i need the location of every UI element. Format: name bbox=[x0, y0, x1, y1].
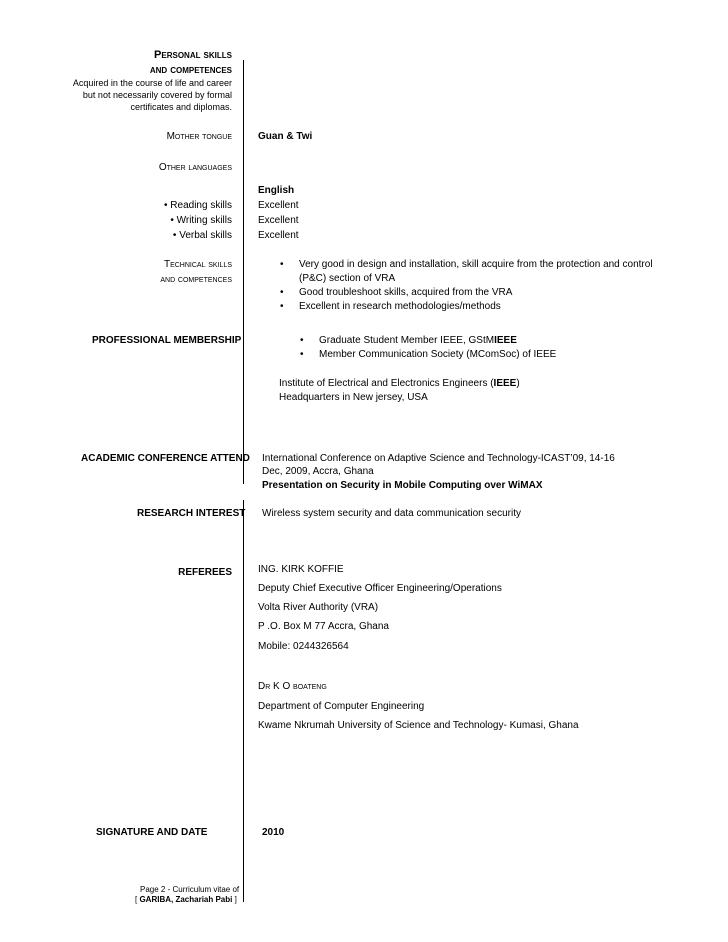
institute-line: Institute of Electrical and Electronics Engineers (IEEE) bbox=[279, 378, 520, 389]
section-subtitle-line3: certificates and diplomas. bbox=[130, 102, 232, 112]
technical-competences-label: and competences bbox=[160, 274, 232, 285]
bullet-icon: • bbox=[280, 301, 284, 312]
bullet-icon: • bbox=[300, 349, 304, 360]
section-title-competences: and competences bbox=[149, 64, 232, 76]
signature-date-label: SIGNATURE AND DATE bbox=[96, 827, 208, 838]
verbal-skills-value: Excellent bbox=[258, 230, 299, 241]
referee2-name: Dr K O boateng bbox=[258, 681, 327, 692]
bullet-icon: • bbox=[280, 287, 284, 298]
bullet-icon: • bbox=[300, 335, 304, 346]
section-subtitle-line1: Acquired in the course of life and career bbox=[72, 78, 232, 88]
referee1-address: P .O. Box M 77 Accra, Ghana bbox=[258, 621, 389, 632]
footer-name-line: [ GARIBA, Zachariah Pabi ] bbox=[135, 895, 237, 904]
membership-list bbox=[300, 334, 556, 362]
footer-page-line: Page 2 - Curriculum vitae of bbox=[140, 885, 240, 894]
professional-membership-label: PROFESSIONAL MEMBERSHIP bbox=[92, 335, 242, 346]
signature-date-value: 2010 bbox=[262, 827, 285, 838]
referee2-department: Department of Computer Engineering bbox=[258, 701, 425, 712]
technical-skills-list bbox=[280, 258, 653, 314]
section-subtitle-line2: but not necessarily covered by formal bbox=[82, 90, 232, 100]
list-item: • Very good in design and installation, skill acquire from the protection and control bbox=[280, 259, 653, 270]
academic-conference-label: ACADEMIC CONFERENCE ATTEND bbox=[81, 453, 250, 464]
referee1-organization: Volta River Authority (VRA) bbox=[258, 602, 379, 613]
referee2-university: Kwame Nkrumah University of Science and Technology- Kumasi, Ghana bbox=[258, 720, 579, 731]
list-item: • Graduate Student Member IEEE, GStMIEEE bbox=[300, 335, 517, 346]
column-divider-top bbox=[243, 60, 244, 484]
list-item: • Member Communication Society (MComSoc) of IEEE bbox=[300, 349, 557, 360]
section-title-personal-skills: Personal skills bbox=[154, 49, 232, 61]
referee1-name: ING. KIRK KOFFIE bbox=[258, 564, 344, 575]
referees-label: REFEREES bbox=[178, 567, 232, 578]
research-interest-value: Wireless system security and data communication security bbox=[262, 508, 521, 519]
reading-skills-value: Excellent bbox=[258, 200, 299, 211]
footer-name: GARIBA, Zachariah Pabi bbox=[139, 895, 233, 904]
institute-hq: Headquarters in New jersey, USA bbox=[279, 392, 428, 403]
verbal-skills-label: • Verbal skills bbox=[172, 230, 232, 241]
list-item-continuation: (P&C) section of VRA bbox=[299, 273, 396, 284]
mother-tongue-value: Guan & Twi bbox=[258, 131, 313, 142]
reading-skills-label: • Reading skills bbox=[164, 200, 232, 211]
other-languages-label: Other languages bbox=[158, 162, 232, 173]
technical-skills-label: Technical skills bbox=[163, 259, 232, 270]
referee1-mobile: Mobile: 0244326564 bbox=[258, 641, 349, 652]
conference-line1: International Conference on Adaptive Science and Technology-ICAST’09, 14-16 bbox=[262, 453, 615, 464]
column-divider-bottom bbox=[243, 500, 244, 902]
research-interest-label: RESEARCH INTEREST bbox=[137, 508, 246, 519]
mother-tongue-label: Mother tongue bbox=[166, 131, 232, 142]
referee1-title: Deputy Chief Executive Officer Engineering/Operations bbox=[258, 583, 502, 594]
bullet-icon: • bbox=[280, 259, 284, 270]
list-item: • Excellent in research methodologies/methods bbox=[280, 301, 501, 312]
list-item: • Good troubleshoot skills, acquired from the VRA bbox=[280, 287, 513, 298]
language-name: English bbox=[258, 185, 295, 196]
writing-skills-value: Excellent bbox=[258, 215, 299, 226]
conference-line2: Dec, 2009, Accra, Ghana bbox=[262, 466, 374, 477]
conference-presentation: Presentation on Security in Mobile Computing over WiMAX bbox=[262, 480, 543, 491]
writing-skills-label: • Writing skills bbox=[170, 215, 232, 226]
